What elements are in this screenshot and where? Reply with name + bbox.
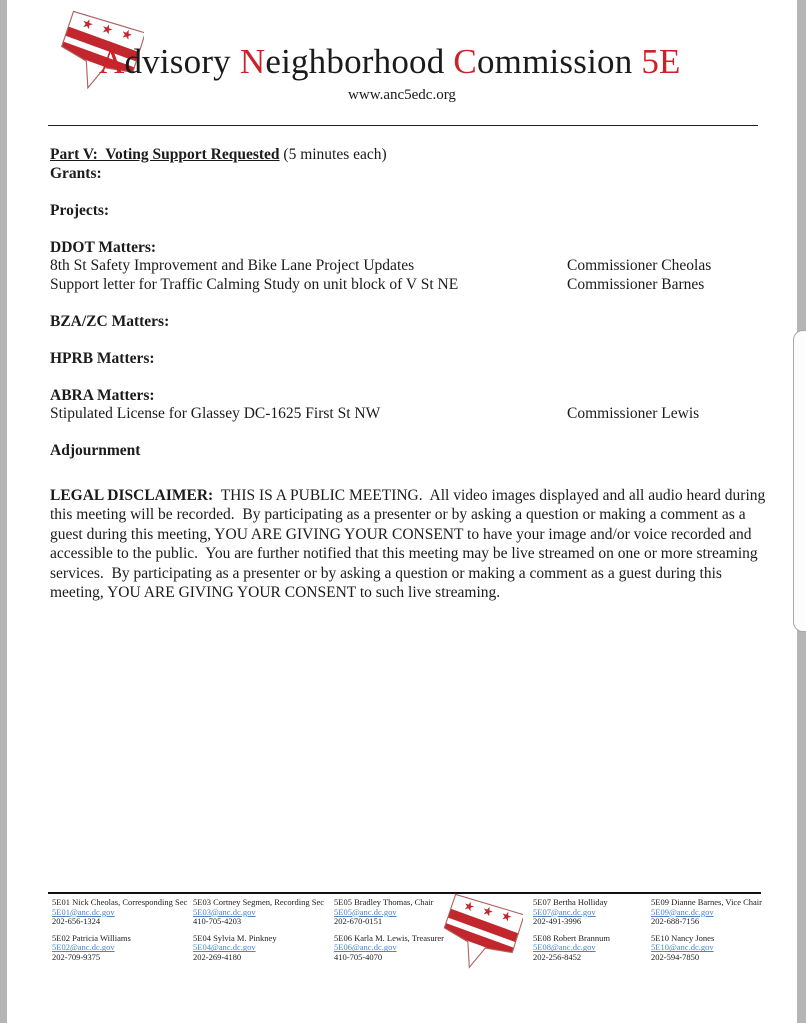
commissioner-name: 5E03 Cortney Segmen, Recording Sec bbox=[193, 897, 325, 907]
agenda-item-sponsor: Commissioner Barnes bbox=[567, 275, 705, 293]
title-segment: A bbox=[99, 42, 125, 81]
commissioner-email-link[interactable]: 5E10@anc.dc.gov bbox=[651, 942, 714, 953]
commissioner-name: 5E01 Nick Cheolas, Corresponding Sec bbox=[52, 897, 188, 907]
commissioner-name: 5E10 Nancy Jones bbox=[651, 932, 715, 943]
commissioner-phone: 410-705-4070 bbox=[334, 951, 383, 962]
agenda-item-title: 8th St Safety Improvement and Bike Lane Project Updates bbox=[50, 257, 415, 274]
document-page bbox=[7, 0, 797, 1023]
agenda-item bbox=[50, 405, 764, 424]
commissioner-entry bbox=[52, 934, 187, 963]
title-segment: C bbox=[453, 42, 477, 81]
website-url: www.anc5edc.org bbox=[348, 87, 456, 103]
page-edge-left bbox=[0, 0, 7, 1023]
ddot-heading: DDOT Matters: bbox=[50, 238, 157, 256]
agenda-body bbox=[50, 146, 764, 461]
abra-heading: ABRA Matters: bbox=[50, 386, 155, 404]
commissioner-email-link[interactable]: 5E01@anc.dc.gov bbox=[52, 906, 115, 917]
title-segment: ommission bbox=[476, 42, 642, 81]
title-segment: N bbox=[239, 42, 266, 81]
commissioner-entry bbox=[533, 934, 610, 963]
commissioner-name: 5E07 Bertha Holliday bbox=[533, 897, 608, 907]
hprb-heading: HPRB Matters: bbox=[50, 349, 155, 367]
title-segment: dvisory bbox=[124, 42, 240, 81]
footer-divider bbox=[48, 892, 761, 894]
commissioner-phone: 202-594-7850 bbox=[651, 951, 700, 962]
header-divider bbox=[48, 125, 758, 126]
grants-heading: Grants: bbox=[50, 164, 102, 182]
commissioner-entry bbox=[533, 898, 610, 927]
commissioner-name: 5E02 Patricia Williams bbox=[52, 932, 131, 943]
commissioner-entry bbox=[651, 934, 762, 963]
bza-heading: BZA/ZC Matters: bbox=[50, 312, 170, 330]
footer-column-2 bbox=[193, 898, 324, 970]
part-v-label: Part V: Voting Support Requested bbox=[50, 146, 280, 163]
commissioner-entry bbox=[193, 934, 324, 963]
adjournment-heading: Adjournment bbox=[50, 442, 141, 459]
commissioner-email-link[interactable]: 5E05@anc.dc.gov bbox=[334, 906, 397, 917]
disclaimer-text: THIS IS A PUBLIC MEETING. All video images displayed and all audio heard during this meeting will be recorded. By participating as a presenter or by asking a question or making a comment as a guest during this meeting, YOU ARE GIVING YOUR CONSENT to have your image and/or voice recorded and accessible to the public. You are further notified that this meeting may be live streamed on one or more streaming services. By participating as a presenter or by asking a question or making a comment as a guest during this meeting, YOU ARE GIVING YOUR CONSENT to such live streaming. bbox=[50, 487, 770, 602]
commissioner-entry bbox=[193, 898, 324, 927]
footer-column-5 bbox=[651, 898, 762, 970]
footer-column-1 bbox=[52, 898, 187, 970]
dc-flag-logo bbox=[435, 893, 523, 977]
commissioner-phone: 202-269-4180 bbox=[193, 951, 242, 962]
agenda-item-title: Support letter for Traffic Calming Study on unit block of V St NE bbox=[50, 275, 459, 293]
commissioner-email-link[interactable]: 5E08@anc.dc.gov bbox=[533, 942, 596, 953]
title-segment: 5E bbox=[641, 42, 681, 81]
agenda-item-sponsor: Commissioner Cheolas bbox=[567, 257, 712, 274]
commissioner-name: 5E08 Robert Brannum bbox=[533, 932, 610, 943]
commissioner-phone: 202-670-0151 bbox=[334, 916, 383, 927]
commissioner-name: 5E04 Sylvia M. Pinkney bbox=[193, 932, 277, 943]
legal-disclaimer bbox=[50, 486, 770, 602]
footer-column-4 bbox=[533, 898, 610, 970]
commissioner-phone: 202-256-8452 bbox=[533, 951, 582, 962]
commissioner-entry bbox=[334, 934, 444, 963]
commissioner-email-link[interactable]: 5E04@anc.dc.gov bbox=[193, 942, 256, 953]
scrollbar-thumb[interactable] bbox=[793, 330, 806, 632]
commissioner-email-link[interactable]: 5E03@anc.dc.gov bbox=[193, 906, 256, 917]
footer-column-3 bbox=[334, 898, 444, 970]
commissioner-phone: 202-491-3996 bbox=[533, 916, 582, 927]
agenda-item-sponsor: Commissioner Lewis bbox=[567, 405, 700, 422]
commissioner-phone: 202-688-7156 bbox=[651, 916, 700, 927]
page-title bbox=[99, 42, 681, 82]
disclaimer-label: LEGAL DISCLAIMER: bbox=[50, 487, 214, 504]
commissioner-email-link[interactable]: 5E06@anc.dc.gov bbox=[334, 942, 397, 953]
commissioner-email-link[interactable]: 5E09@anc.dc.gov bbox=[651, 906, 714, 917]
part-v-heading bbox=[50, 146, 764, 165]
commissioner-phone: 410-705-4203 bbox=[193, 916, 242, 927]
commissioner-email-link[interactable]: 5E07@anc.dc.gov bbox=[533, 906, 596, 917]
commissioner-phone: 202-656-1324 bbox=[52, 916, 101, 927]
agenda-item-title: Stipulated License for Glassey DC-1625 First St NW bbox=[50, 405, 381, 422]
title-segment: eighborhood bbox=[265, 42, 454, 81]
part-v-note: (5 minutes each) bbox=[279, 146, 387, 163]
commissioner-name: 5E06 Karla M. Lewis, Treasurer bbox=[334, 932, 445, 943]
projects-heading: Projects: bbox=[50, 201, 110, 219]
agenda-item bbox=[50, 276, 764, 295]
commissioner-email-link[interactable]: 5E02@anc.dc.gov bbox=[52, 942, 115, 953]
commissioner-name: 5E09 Dianne Barnes, Vice Chair bbox=[651, 897, 762, 907]
commissioner-entry bbox=[334, 898, 444, 927]
commissioner-entry bbox=[52, 898, 187, 927]
agenda-item bbox=[50, 257, 764, 276]
commissioner-name: 5E05 Bradley Thomas, Chair bbox=[334, 897, 434, 907]
commissioner-phone: 202-709-9375 bbox=[52, 951, 101, 962]
commissioner-entry bbox=[651, 898, 762, 927]
